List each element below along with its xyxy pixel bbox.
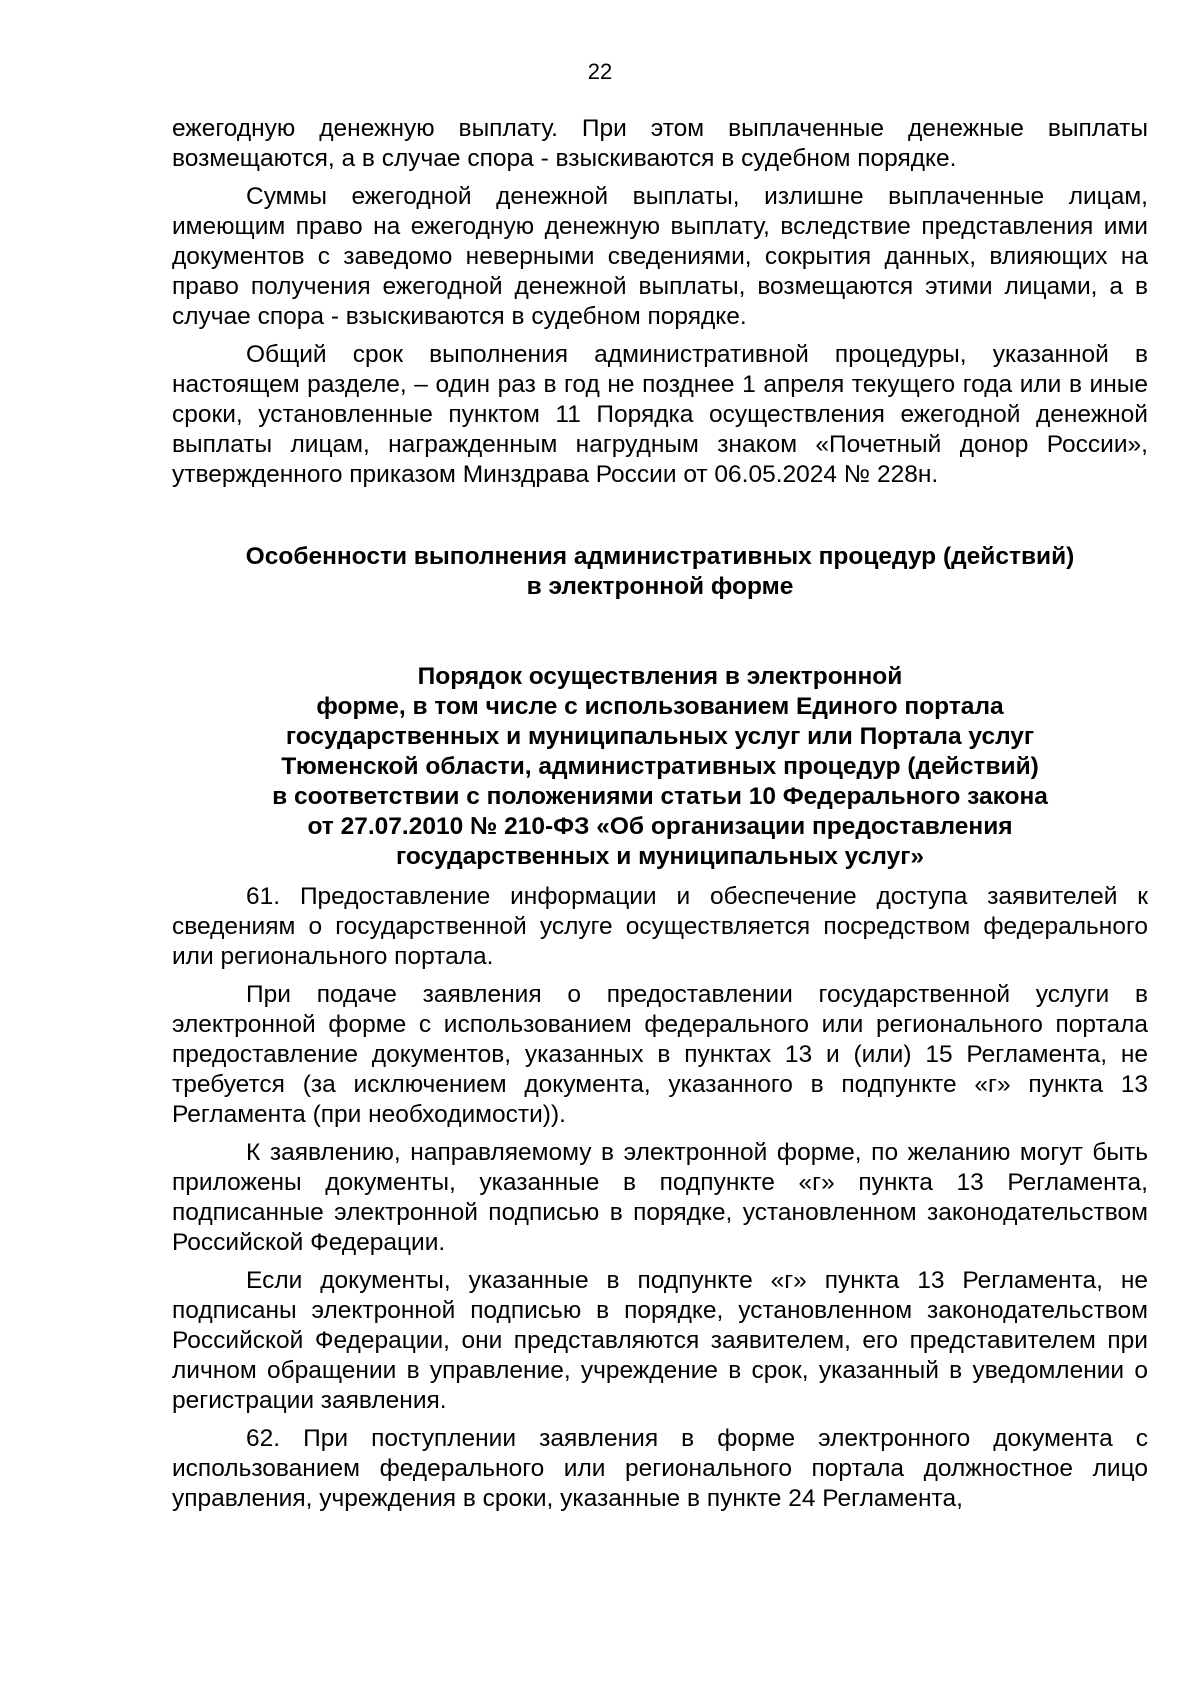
- subsection-heading-line: государственных и муниципальных услуг»: [395, 843, 925, 870]
- section-heading: [172, 542, 1148, 602]
- paragraph-61: 61. Предоставление информации и обеспечение доступа заявителей к сведениям о государственной услуге осуществляется посредством федерального или регионального портала.: [172, 883, 1148, 970]
- paragraph-overpayment: Суммы ежегодной денежной выплаты, излишне выплаченные лицам, имеющим право на ежегодную денежную выплату, вследствие представления ими документов с заведомо неверными сведениями, сокрытия данных, влияющих на право получения ежегодной денежной выплаты, возмещаются этими лицами, а в случае спора - взыскиваются в судебном порядке.: [172, 183, 1148, 330]
- page-number: 22: [587, 59, 613, 84]
- paragraph-attachments: К заявлению, направляемому в электронной форме, по желанию могут быть приложены документы, указанные в подпункте «г» пункта 13 Регламента, подписанные электронной подписью в порядке, установленном законодательством Российской Федерации.: [172, 1139, 1148, 1256]
- section-heading-line: в электронной форме: [526, 573, 794, 600]
- subsection-heading-line: Порядок осуществления в электронной: [417, 663, 903, 690]
- paragraph-continuation: ежегодную денежную выплату. При этом выплаченные денежные выплаты возмещаются, а в случае спора - взыскиваются в судебном порядке.: [172, 115, 1148, 172]
- paragraph-unsigned-documents: Если документы, указанные в подпункте «г» пункта 13 Регламента, не подписаны электронной подписью в порядке, установленном законодательством Российской Федерации, они представляются заявителем, его представителем при личном обращении в управление, учреждение в срок, указанный в уведомлении о регистрации заявления.: [172, 1267, 1148, 1414]
- paragraph-electronic-submission: При подаче заявления о предоставлении государственной услуги в электронной форме с использованием федерального или регионального портала предоставление документов, указанных в пунктах 13 и (или) 15 Регламента, не требуется (за исключением документа, указанного в подпункте «г» пункта 13 Регламента (при необходимости)).: [172, 981, 1148, 1128]
- subsection-heading-line: форме, в том числе с использованием Единого портала: [316, 693, 1004, 720]
- section-heading-line: Особенности выполнения административных процедур (действий): [245, 543, 1075, 570]
- subsection-heading-line: от 27.07.2010 № 210-ФЗ «Об организации предоставления: [307, 813, 1013, 840]
- subsection-heading-line: Тюменской области, административных процедур (действий): [281, 753, 1039, 780]
- subsection-heading-line: государственных и муниципальных услуг или Портала услуг: [285, 723, 1035, 750]
- document-body: [172, 114, 1148, 1522]
- subsection-heading: [172, 662, 1148, 872]
- subsection-heading-line: в соответствии с положениями статьи 10 Федерального закона: [272, 783, 1048, 810]
- paragraph-62: 62. При поступлении заявления в форме электронного документа с использованием федерального или регионального портала должностное лицо управления, учреждения в сроки, указанные в пункте 24 Регламента,: [172, 1425, 1148, 1512]
- paragraph-deadline: Общий срок выполнения административной процедуры, указанной в настоящем разделе, – один раз в год не позднее 1 апреля текущего года или в иные сроки, установленные пунктом 11 Порядка осуществления ежегодной денежной выплаты лицам, награжденным нагрудным знаком «Почетный донор России», утвержденного приказом Минздрава России от 06.05.2024 № 228н.: [172, 341, 1148, 488]
